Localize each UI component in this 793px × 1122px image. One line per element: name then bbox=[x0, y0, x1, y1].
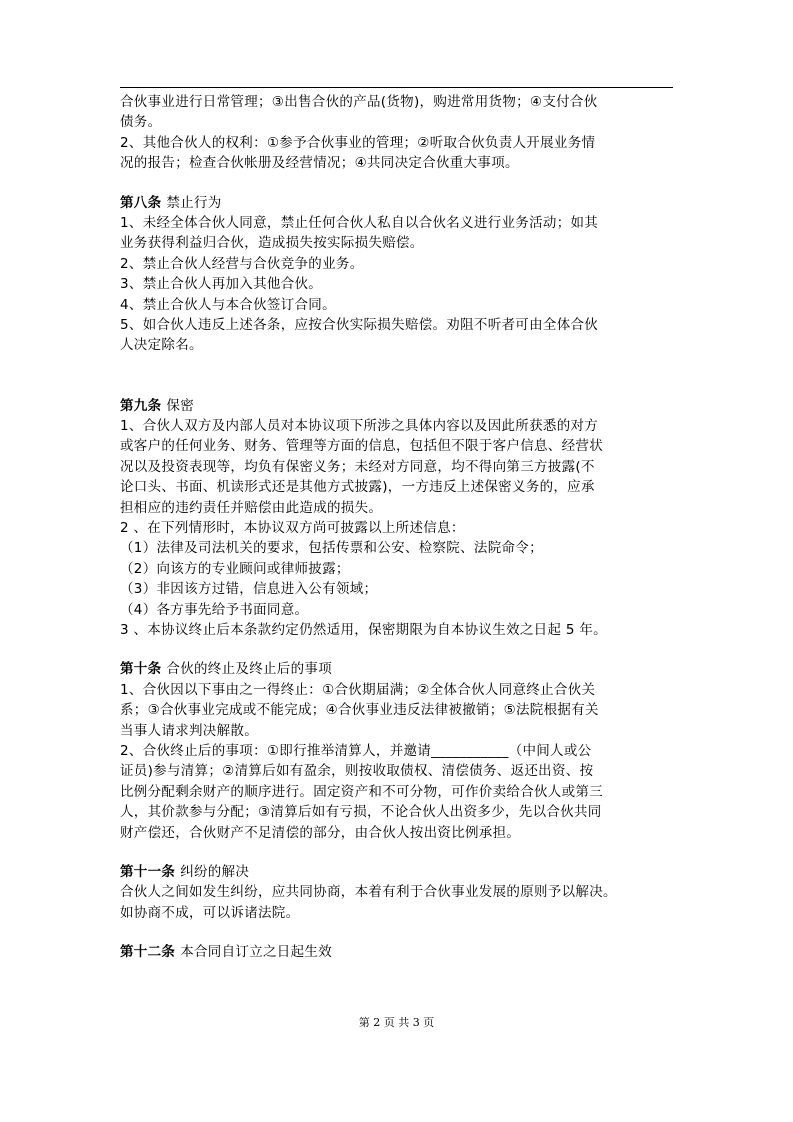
article-subtitle: 合伙的终止及终止后的事项 bbox=[166, 661, 333, 678]
text-line: （1）法律及司法机关的要求，包括传票和公安、检察院、法院命令； bbox=[120, 540, 543, 557]
text-line: （4）各方事先给予书面同意。 bbox=[120, 601, 309, 618]
text-line: 论口头、书面、机读形式还是其他方式披露)，一方违反上述保密义务的，应承 bbox=[120, 479, 595, 496]
text-line: 3 、本协议终止后本条款约定仍然适用，保密期限为自本协议生效之日起 5 年。 bbox=[120, 621, 607, 638]
article-title: 第九条 bbox=[120, 397, 162, 414]
text-line: 人，其价款参与分配；③清算后如有亏损，不论合伙人出资多少，先以合伙共同 bbox=[120, 804, 602, 821]
text-line: 1、合伙因以下事由之一得终止：①合伙期届满；②全体合伙人同意终止合伙关 bbox=[120, 681, 596, 698]
article-title: 第八条 bbox=[120, 194, 162, 211]
article-12-heading bbox=[120, 942, 676, 962]
continued-paragraph bbox=[120, 92, 676, 133]
article-12-section bbox=[120, 942, 676, 962]
text-line: 业务获得利益归合伙，造成损失按实际损失赔偿。 bbox=[120, 235, 424, 252]
page-number-footer: 第 2 页 共 3 页 bbox=[358, 1016, 435, 1029]
article-9-heading bbox=[120, 396, 676, 416]
text-line: 或客户的任何业务、财务、管理等方面的信息，包括但不限于客户信息、经营状 bbox=[120, 438, 603, 455]
text-line: 当事人请求判决解散。 bbox=[120, 722, 258, 739]
other-partners-rights-paragraph bbox=[120, 133, 676, 174]
article-subtitle: 保密 bbox=[166, 397, 195, 414]
header-rule bbox=[120, 87, 673, 88]
text-line: 2、其他合伙人的权利：①参予合伙事业的管理；②听取合伙负责人开展业务情 bbox=[120, 134, 596, 151]
article-8-section bbox=[120, 193, 676, 356]
article-11-heading bbox=[120, 862, 676, 882]
article-title: 第十条 bbox=[120, 661, 162, 678]
article-subtitle: 纠纷的解决 bbox=[180, 863, 250, 880]
article-subtitle: 本合同自订立之日起生效 bbox=[180, 944, 333, 961]
text-line: 3、禁止合伙人再加入其他合伙。 bbox=[120, 276, 323, 293]
article-10-heading bbox=[120, 659, 676, 679]
text-line: 2、合伙终止后的事项：①即行推举清算人，并邀请___________（中间人或公 bbox=[120, 742, 592, 759]
article-title: 第十一条 bbox=[120, 863, 176, 880]
text-line: 如协商不成，可以诉诸法院。 bbox=[120, 904, 300, 921]
text-line: 5、如合伙人违反上述各条，应按合伙实际损失赔偿。劝阻不听者可由全体合伙 bbox=[120, 316, 599, 333]
text-line: 1、未经全体合伙人同意，禁止任何合伙人私自以合伙名义进行业务活动；如其 bbox=[120, 214, 599, 231]
text-line: 债务。 bbox=[120, 114, 162, 131]
text-line: 况以及投资表现等，均负有保密义务；未经对方同意，均不得向第三方披露(不 bbox=[120, 458, 595, 475]
article-8-heading bbox=[120, 193, 676, 213]
article-9-section bbox=[120, 396, 676, 641]
text-line: 财产偿还，合伙财产不足清偿的部分，由合伙人按出资比例承担。 bbox=[120, 824, 521, 841]
article-subtitle: 禁止行为 bbox=[166, 194, 222, 211]
article-10-section bbox=[120, 659, 676, 843]
article-title: 第十二条 bbox=[120, 944, 176, 961]
text-line: （3）非因该方过错，信息进入公有领域； bbox=[120, 581, 378, 598]
text-line: 4、禁止合伙人与本合伙签订合同。 bbox=[120, 296, 336, 313]
text-line: 担相应的违约责任并赔偿由此造成的损失。 bbox=[120, 499, 383, 516]
text-line: 系；③合伙事业完成或不能完成；④合伙事业违反法律被撤销；⑤法院根据有关 bbox=[120, 702, 599, 719]
text-line: 人决定除名。 bbox=[120, 337, 203, 354]
text-line: 况的报告；检查合伙帐册及经营情况；④共同决定合伙重大事项。 bbox=[120, 155, 519, 172]
text-line: 合伙人之间如发生纠纷，应共同协商，本着有利于合伙事业发展的原则予以解决。 bbox=[120, 884, 617, 901]
text-line: 2 、在下列情形时，本协议双方尚可披露以上所述信息： bbox=[120, 520, 465, 537]
text-line: 比例分配剩余财产的顺序进行。固定资产和不可分物，可作价卖给合伙人或第三 bbox=[120, 783, 603, 800]
article-11-section bbox=[120, 862, 676, 923]
text-line: 合伙事业进行日常管理；③出售合伙的产品(货物)，购进常用货物；④支付合伙 bbox=[120, 94, 598, 110]
text-line: 1、合伙人双方及内部人员对本协议项下所涉之具体内容以及因此所获悉的对方 bbox=[120, 418, 599, 435]
document-body bbox=[120, 92, 676, 962]
text-line: （2）向该方的专业顾问或律师披露； bbox=[120, 560, 350, 577]
text-line: 2、禁止合伙人经营与合伙竞争的业务。 bbox=[120, 255, 364, 272]
text-line: 证员)参与清算；②清算后如有盈余，则按收取债权、清偿债务、返还出资、按 bbox=[120, 763, 594, 780]
